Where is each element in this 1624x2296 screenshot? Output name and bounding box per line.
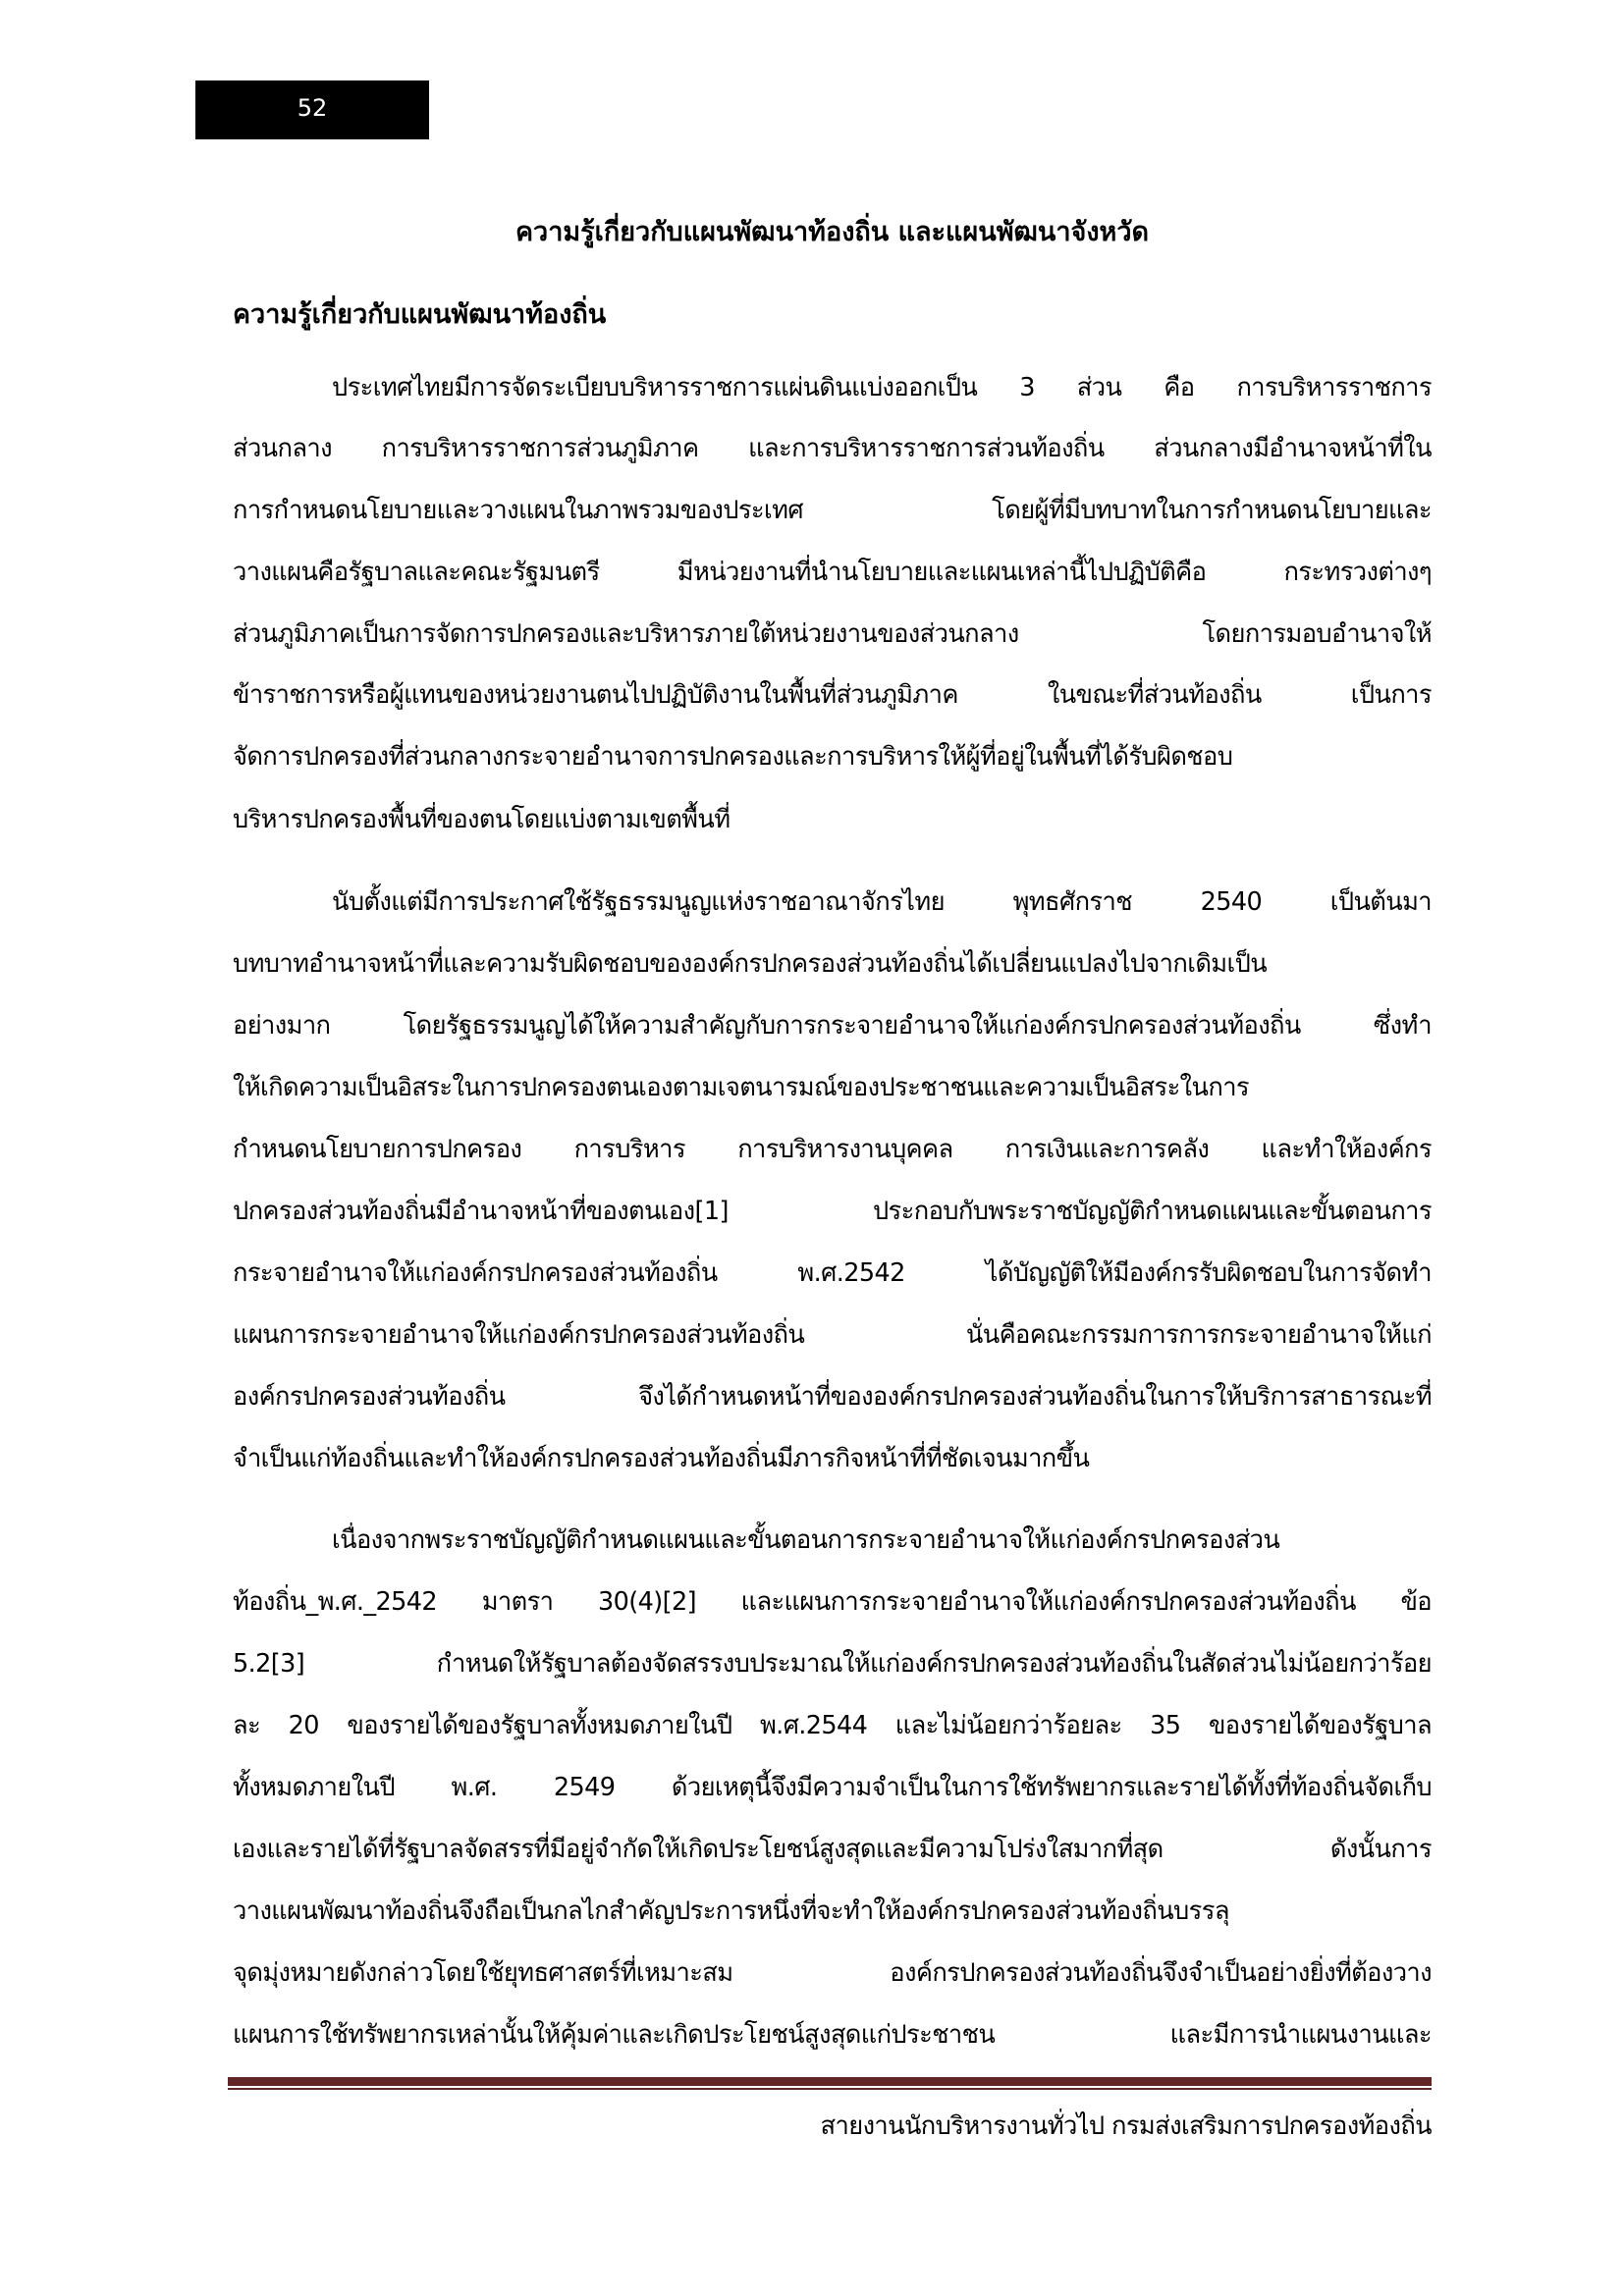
text-line: เองและรายได้ที่รัฐบาลจัดสรรที่มีอยู่จำกัดให้เกิดประโยชน์สูงสุดและมีความโปร่งใสมากที่สุด ดังนั้นการ [233,1835,1432,1864]
text-line: ข้าราชการหรือผู้แทนของหน่วยงานตนไปปฏิบัติงานในพื้นที่ส่วนภูมิภาค ในขณะที่ส่วนท้องถิ่น เป็นการ [233,680,1432,710]
text-line: นับตั้งแต่มีการประกาศใช้รัฐธรรมนูญแห่งราชอาณาจักรไทย พุทธศักราช 2540 เป็นต้นมา [332,887,1432,917]
footer-text: สายงานนักบริหารงานทั่วไป กรมส่งเสริมการปกครองท้องถิ่น [820,2111,1432,2141]
text-line: ส่วนภูมิภาคเป็นการจัดการปกครองและบริหารภายใต้หน่วยงานของส่วนกลาง โดยการมอบอำนาจให้ [233,619,1432,649]
text-line: ละ 20 ของรายได้ของรัฐบาลทั้งหมดภายในปี พ.ศ.2544 และไม่น้อยกว่าร้อยละ 35 ของรายได้ของรัฐบาล [233,1711,1432,1740]
text-line: วางแผนพัฒนาท้องถิ่นจึงถือเป็นกลไกสำคัญประการหนึ่งที่จะทำให้องค์กรปกครองส่วนท้องถิ่นบรรลุ [233,1896,1229,1926]
text-line: อย่างมาก โดยรัฐธรรมนูญได้ให้ความสำคัญกับการกระจายอำนาจให้แก่องค์กรปกครองส่วนท้องถิ่น ซึ่งทำ [233,1011,1432,1041]
text-line: ให้เกิดความเป็นอิสระในการปกครองตนเองตามเจตนารมณ์ของประชาชนและความเป็นอิสระในการ [233,1073,1250,1102]
page-number: 52 [297,94,328,122]
text-line: ประเทศไทยมีการจัดระเบียบบริหารราชการแผ่นดินแบ่งออกเป็น 3 ส่วน คือ การบริหารราชการ [332,373,1432,402]
text-line: ทั้งหมดภายในปี พ.ศ. 2549 ด้วยเหตุนี้จึงมีความจำเป็นในการใช้ทรัพยากรและรายได้ทั้งที่ท้องถิ่นจัดเก็บ [233,1773,1432,1802]
text-line: เนื่องจากพระราชบัญญัติกำหนดแผนและขั้นตอนการกระจายอำนาจให้แก่องค์กรปกครองส่วน [332,1525,1280,1555]
text-line: กำหนดนโยบายการปกครอง การบริหาร การบริหารงานบุคคล การเงินและการคลัง และทำให้องค์กร [233,1135,1432,1164]
text-line: แผนการใช้ทรัพยากรเหล่านั้นให้คุ้มค่าและเกิดประโยชน์สูงสุดแก่ประชาชน และมีการนำแผนงานและ [233,2020,1432,2050]
text-line: กระจายอำนาจให้แก่องค์กรปกครองส่วนท้องถิ่น พ.ศ.2542 ได้บัญญัติให้มีองค์กรรับผิดชอบในการจัดทำ [233,1258,1432,1288]
footer-rule-thick [228,2077,1432,2086]
text-line: จุดมุ่งหมายดังกล่าวโดยใช้ยุทธศาสตร์ที่เหมาะสม องค์กรปกครองส่วนท้องถิ่นจึงจำเป็นอย่างยิ่งที่ต้องวาง [233,1958,1432,1988]
text-line: วางแผนคือรัฐบาลและคณะรัฐมนตรี มีหน่วยงานที่นำนโยบายและแผนเหล่านี้ไปปฏิบัติคือ กระทรวงต่างๆ [233,558,1432,587]
text-line: องค์กรปกครองส่วนท้องถิ่น จึงได้กำหนดหน้าที่ขององค์กรปกครองส่วนท้องถิ่นในการให้บริการสาธารณะที่ [233,1382,1432,1412]
text-line: ปกครองส่วนท้องถิ่นมีอำนาจหน้าที่ของตนเอง[1] ประกอบกับพระราชบัญญัติกำหนดแผนและขั้นตอนการ [233,1197,1432,1226]
text-line: ส่วนกลาง การบริหารราชการส่วนภูมิภาค และการบริหารราชการส่วนท้องถิ่น ส่วนกลางมีอำนาจหน้าที่ใน [233,434,1432,463]
text-line: บริหารปกครองพื้นที่ของตนโดยแบ่งตามเขตพื้นที่ [233,805,731,834]
footer-rule-thin [228,2088,1432,2090]
text-line: แผนการกระจายอำนาจให้แก่องค์กรปกครองส่วนท้องถิ่น นั่นคือคณะกรรมการการกระจายอำนาจให้แก่ [233,1320,1432,1350]
text-line: บทบาทอำนาจหน้าที่และความรับผิดชอบขององค์กรปกครองส่วนท้องถิ่นได้เปลี่ยนแปลงไปจากเดิมเป็น [233,949,1268,979]
page-number-box [195,80,429,139]
page-title: ความรู้เกี่ยวกับแผนพัฒนาท้องถิ่น และแผนพัฒนาจังหวัด [514,217,1150,247]
section-heading: ความรู้เกี่ยวกับแผนพัฒนาท้องถิ่น [233,299,607,330]
text-line: การกำหนดนโยบายและวางแผนในภาพรวมของประเทศ โดยผู้ที่มีบทบาทในการกำหนดนโยบายและ [233,496,1432,525]
text-line: จัดการปกครองที่ส่วนกลางกระจายอำนาจการปกครองและการบริหารให้ผู้ที่อยู่ในพื้นที่ได้รับผิดชอบ [233,742,1233,772]
text-line: 5.2[3] กำหนดให้รัฐบาลต้องจัดสรรงบประมาณให้แก่องค์กรปกครองส่วนท้องถิ่นในสัดส่วนไม่น้อยกว่าร้อย [233,1649,1432,1679]
text-line: ท้องถิ่น_พ.ศ._2542 มาตรา 30(4)[2] และแผนการกระจายอำนาจให้แก่องค์กรปกครองส่วนท้องถิ่น ข้อ [233,1587,1432,1617]
text-line: จำเป็นแก่ท้องถิ่นและทำให้องค์กรปกครองส่วนท้องถิ่นมีภารกิจหน้าที่ที่ชัดเจนมากขึ้น [233,1444,1090,1473]
